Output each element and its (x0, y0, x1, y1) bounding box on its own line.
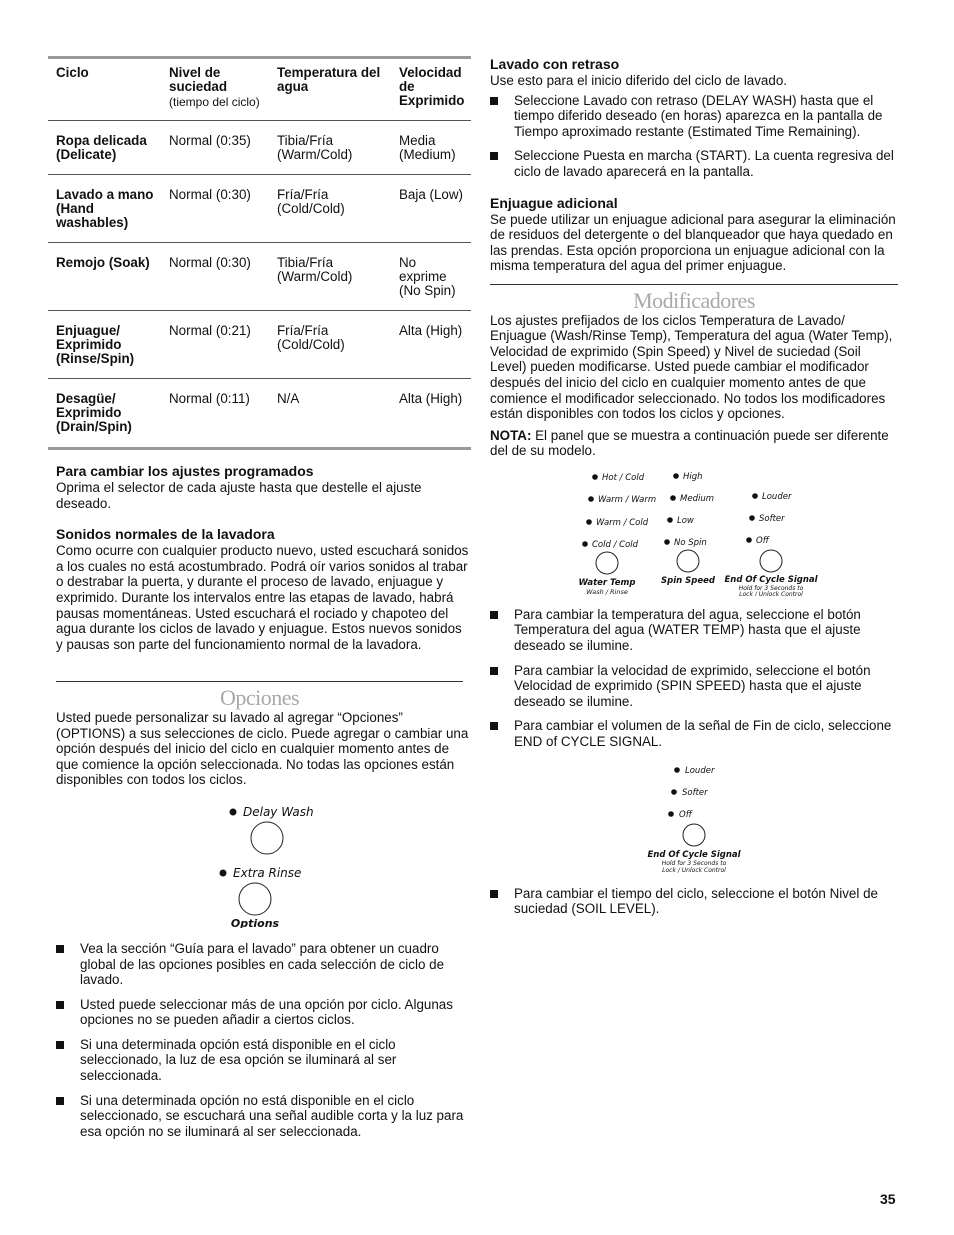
left-column (48, 56, 471, 1139)
medium-indicator-icon (670, 495, 676, 501)
cell-nivel: Normal (0:30) (161, 243, 269, 311)
bullet-square-icon (56, 1097, 64, 1105)
nivel-suciedad-bullet (490, 886, 898, 917)
header-nivel: Nivel de suciedad (tiempo del ciclo) (169, 65, 260, 109)
lock-hint-line-1: Hold for 3 Seconds to (661, 859, 727, 867)
spin-option: Low (677, 515, 694, 526)
end-of-cycle-signal-label: End Of Cycle Signal (647, 849, 741, 860)
list-item: Si una determinada opción está disponible en el ciclo seleccionado, la luz de esa opción se iluminará al ser seleccionada. (56, 1037, 471, 1084)
enjuague-text: Se puede utilizar un enjuague adicional para asegurar la eliminación de residuos del detergente o del blanqueador que haya quedado en las prendas. Esta opción proporciona un enjuague adicional con la misma temperatura del agua del primer enjuague. (490, 211, 896, 274)
signal-option: Louder (762, 491, 792, 502)
warm-cold-indicator-icon (586, 519, 592, 525)
cambiar-ajustes-text: Oprima el selector de cada ajuste hasta que destelle el ajuste deseado. (56, 480, 422, 511)
water-temp-label: Water Temp (578, 577, 636, 588)
list-item: Seleccione Lavado con retraso (DELAY WASH) hasta que el tiempo diferido deseado (en horas) aparezca en la pantalla de Tiempo aproximado restante (Estimated Time Remaining). (490, 93, 898, 140)
cell-ciclo: Remojo (Soak) (48, 243, 161, 311)
cell-temp: Tibia/Fría (Warm/Cold) (269, 121, 391, 175)
cell-ciclo: Desagüe/ Exprimido (Drain/Spin) (56, 391, 132, 434)
list-item: Usted puede seleccionar más de una opción por ciclo. Algunas opciones no se pueden añadir a ciertos ciclos. (56, 997, 471, 1028)
cell-temp: Tibia/Fría (Warm/Cold) (269, 243, 391, 311)
spin-speed-label: Spin Speed (661, 575, 715, 586)
no-spin-indicator-icon (664, 539, 670, 545)
signal-option: Off (756, 535, 769, 546)
table-row (48, 379, 471, 449)
extra-rinse-button-icon (239, 883, 271, 915)
signal-option: Softer (682, 787, 708, 798)
softer-indicator-icon (671, 789, 677, 795)
list-item: Si una determinada opción no está disponible en el ciclo seleccionado, se escuchará una señal audible corta y la luz para esa opción no se iluminará al ser seleccionada. (56, 1093, 471, 1140)
delay-wash-label: Delay Wash (243, 804, 314, 819)
cell-temp: Fría/Fría (Cold/Cold) (269, 175, 391, 243)
nota-label: NOTA: (490, 427, 532, 443)
list-item: Para cambiar la temperatura del agua, seleccione el botón Temperatura del agua (WATER TEMP) hasta que el ajuste deseado se ilumine. (490, 607, 898, 654)
bullet-square-icon (56, 1001, 64, 1009)
cell-temp: N/A (277, 391, 300, 406)
table-row (48, 243, 471, 311)
list-item: Para cambiar el volumen de la señal de Fin de ciclo, seleccione END of CYCLE SIGNAL. (490, 718, 898, 749)
cell-vel: Alta (High) (391, 311, 471, 379)
table-row (48, 311, 471, 379)
cell-nivel: Normal (0:30) (161, 175, 269, 243)
delay-wash-indicator-icon (230, 808, 237, 815)
lavado-retraso-bullets (490, 93, 898, 180)
signal-option: Off (679, 809, 692, 820)
spin-option: High (683, 471, 703, 482)
section-divider (56, 681, 463, 682)
cycle-settings-table (48, 56, 471, 450)
list-item: Para cambiar el tiempo del ciclo, seleccione el botón Nivel de suciedad (SOIL LEVEL). (490, 886, 898, 917)
cell-nivel: Normal (0:35) (161, 121, 269, 175)
table-row (48, 121, 471, 175)
list-item: Seleccione Puesta en marcha (START). La cuenta regresiva del ciclo de lavado aparecerá en la pantalla. (490, 148, 898, 179)
section-divider (490, 284, 898, 285)
bullet-square-icon (490, 152, 498, 160)
bullet-square-icon (490, 97, 498, 105)
modificadores-text: Los ajustes prefijados de los ciclos Temperatura de Lavado/ Enjuague (Wash/Rinse Temp), Temperatura del agua (Water Temp), Velocidad de exprimido (Spin Speed) y Nivel de suciedad (Soil Level) pueden modificarse. Usted puede cambiar el modificador después del inicio del ciclo en cualquier momento antes de que comience el modificador seleccionado. No todos los modificadores están disponibles con todos los ciclos y opciones. (490, 312, 893, 422)
list-item: Para cambiar la velocidad de exprimido, seleccione el botón Velocidad de exprimido (SPIN SPEED) hasta que el ajuste deseado se ilumine. (490, 663, 898, 710)
bullet-square-icon (490, 722, 498, 730)
enjuague-title: Enjuague adicional (490, 194, 618, 211)
header-temperatura: Temperatura del agua (277, 65, 381, 94)
bullet-square-icon (490, 667, 498, 675)
temp-option: Warm / Cold (596, 517, 649, 528)
temp-option: Warm / Warm (598, 494, 657, 505)
lock-hint-line-2: Lock / Unlock Control (739, 590, 803, 596)
modificadores-heading: Modificadores (633, 287, 755, 313)
bullet-square-icon (490, 611, 498, 619)
spin-speed-button-icon (677, 550, 699, 572)
softer-indicator-icon (749, 515, 755, 521)
cell-vel: Alta (High) (399, 391, 463, 406)
modifiers-panel-figure (490, 468, 898, 596)
cell-vel: Media (Medium) (391, 121, 471, 175)
temp-option: Hot / Cold (602, 472, 645, 483)
louder-indicator-icon (674, 767, 680, 773)
cell-ciclo: Lavado a mano (Hand washables) (48, 175, 161, 243)
off-indicator-icon (746, 537, 752, 543)
bullet-square-icon (56, 945, 64, 953)
hot-cold-indicator-icon (592, 474, 598, 480)
spin-option: No Spin (674, 537, 707, 548)
end-of-cycle-signal-label: End Of Cycle Signal (724, 574, 818, 585)
temp-option: Cold / Cold (592, 539, 639, 550)
options-panel-figure (56, 798, 471, 928)
header-velocidad: Velocidad de Exprimido (399, 65, 465, 108)
spin-option: Medium (680, 493, 714, 504)
water-temp-button-icon (596, 552, 618, 574)
signal-option: Louder (685, 765, 715, 776)
options-label: Options (230, 916, 280, 928)
end-of-cycle-signal-figure (490, 762, 898, 874)
extra-rinse-indicator-icon (220, 869, 227, 876)
cell-vel: No exprime (No Spin) (391, 243, 471, 311)
louder-indicator-icon (752, 493, 758, 499)
extra-rinse-label: Extra Rinse (233, 865, 302, 880)
cambiar-ajustes-title: Para cambiar los ajustes programados (56, 463, 314, 479)
sonidos-text: Como ocurre con cualquier producto nuevo, usted escuchará sonidos a los cuales no está acostumbrado. Podrá oír varios sonidos al trabar o destrabar la puerta, y durante el proceso de lavado, enjuague y exprimido. Durante los intervalos entre las etapas de lavado, habrá pausas momentáneas. Usted escuchará el rociado y chapoteo del agua durante los ciclos de lavado y enjuague. Estos nuevos sonidos y pausas son parte del funcionamiento normal de la lavadora. (56, 543, 469, 652)
opciones-text: Usted puede personalizar su lavado al agregar “Opciones” (OPTIONS) a sus selecciones de ciclo. Puede agregar o cambiar una opción después del inicio del ciclo en cualquier momento antes de que comience la opción seleccionada. No todas las opciones están disponibles con todos los ciclos. (56, 709, 469, 788)
cell-nivel: Normal (0:21) (161, 311, 269, 379)
off-indicator-icon (668, 811, 674, 817)
cell-nivel: Normal (0:11) (169, 391, 250, 406)
end-of-cycle-signal-button-icon (760, 550, 782, 572)
list-item: Vea la sección “Guía para el lavado” para obtener un cuadro global de las opciones posibles en cada selección de ciclo de lavado. (56, 941, 471, 988)
bullet-square-icon (56, 1041, 64, 1049)
lock-hint-line-1: Hold for 3 Seconds to (738, 584, 804, 592)
header-ciclo: Ciclo (56, 65, 89, 80)
lavado-retraso-title: Lavado con retraso (490, 56, 620, 72)
water-temp-sublabel: Wash / Rinse (586, 587, 628, 596)
right-column (490, 56, 898, 917)
modificadores-bullets (490, 607, 898, 750)
opciones-heading: Opciones (219, 685, 300, 711)
warm-warm-indicator-icon (588, 496, 594, 502)
cell-vel: Baja (Low) (391, 175, 471, 243)
lock-hint-line-2: Lock / Unlock Control (662, 866, 726, 874)
cell-ciclo: Ropa delicada (Delicate) (48, 121, 161, 175)
cell-temp: Fría/Fría (Cold/Cold) (269, 311, 391, 379)
bullet-square-icon (490, 890, 498, 898)
table-header-row (48, 58, 471, 121)
delay-wash-button-icon (251, 822, 283, 854)
cell-ciclo: Enjuague/ Exprimido (Rinse/Spin) (48, 311, 161, 379)
low-indicator-icon (667, 517, 673, 523)
nota-text: NOTA: El panel que se muestra a continuación puede ser diferente del de su modelo. (490, 427, 889, 459)
end-of-cycle-signal-button-icon (683, 824, 705, 846)
sonidos-title: Sonidos normales de la lavadora (56, 526, 275, 543)
cold-cold-indicator-icon (582, 541, 588, 547)
table-row (48, 175, 471, 243)
signal-option: Softer (759, 513, 785, 524)
page-number: 35 (880, 1191, 896, 1207)
high-indicator-icon (673, 473, 679, 479)
lavado-retraso-text: Use esto para el inicio diferido del ciclo de lavado. (490, 73, 787, 88)
opciones-bullet-list (56, 941, 471, 1140)
